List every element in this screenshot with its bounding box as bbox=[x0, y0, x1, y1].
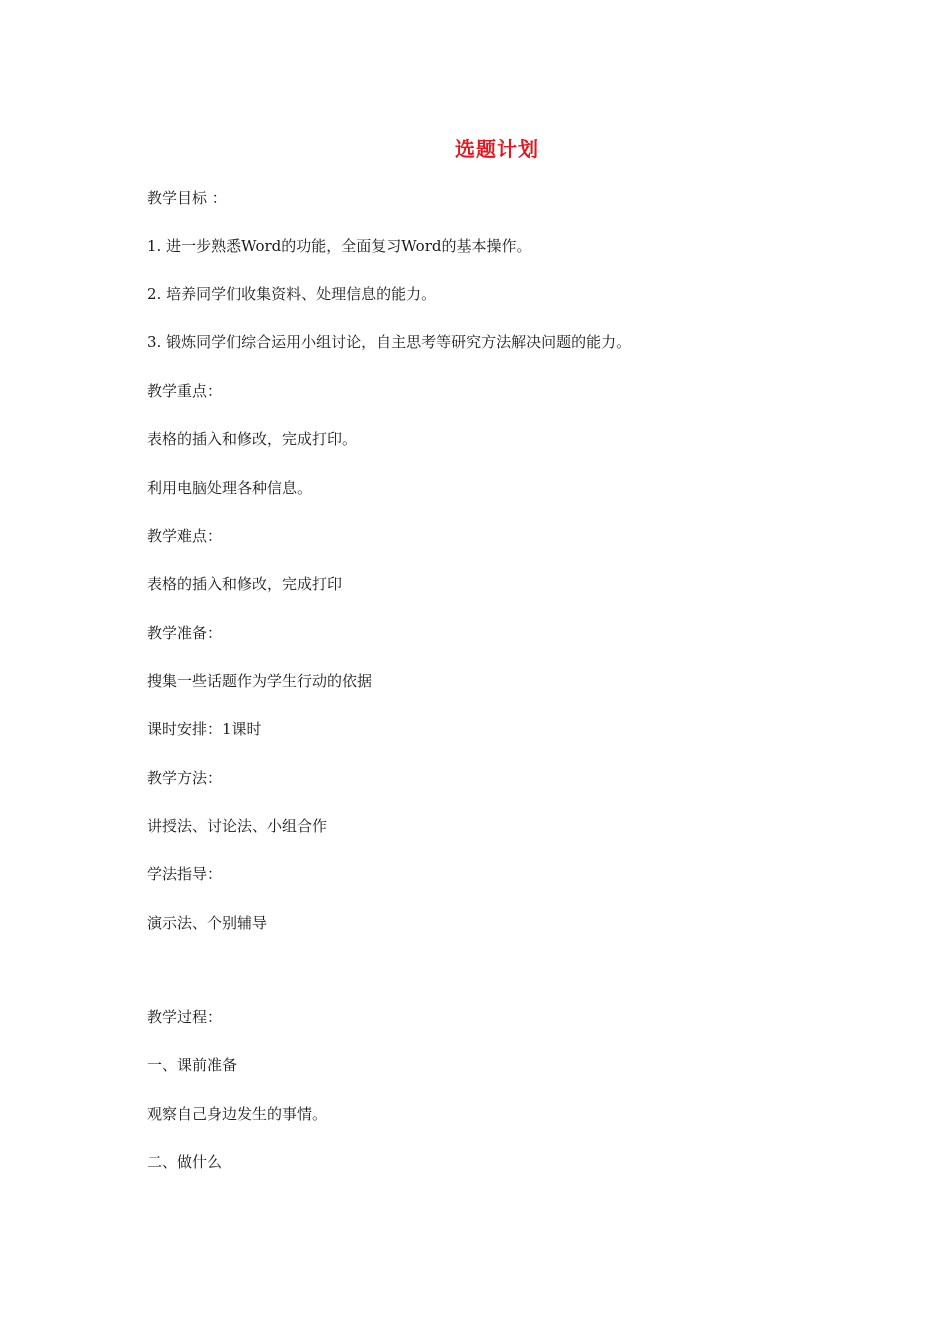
class-schedule: 课时安排：1课时 bbox=[147, 720, 262, 738]
section-heading-study-guidance: 学法指导： bbox=[147, 865, 223, 883]
preparation-item: 搜集一些话题作为学生行动的依据 bbox=[147, 672, 373, 690]
section-heading-objectives: 教学目标 ： bbox=[147, 189, 227, 207]
section-heading-difficulties: 教学难点： bbox=[147, 527, 223, 545]
difficulty-item: 表格的插入和修改，完成打印 bbox=[147, 575, 343, 593]
objective-item-1: 1. 进一步熟悉Word的功能，全面复习Word的基本操作。 bbox=[147, 237, 532, 255]
document-title: 选题计划 bbox=[455, 137, 539, 161]
methods-item: 讲授法、讨论法、小组合作 bbox=[147, 817, 328, 835]
key-point-1: 表格的插入和修改，完成打印。 bbox=[147, 430, 358, 448]
process-step-2-heading: 二、做什么 bbox=[147, 1153, 223, 1171]
key-point-2: 利用电脑处理各种信息。 bbox=[147, 479, 313, 497]
study-guidance-item: 演示法、个别辅导 bbox=[147, 914, 268, 932]
process-step-1-text: 观察自己身边发生的事情。 bbox=[147, 1105, 328, 1123]
section-heading-key-points: 教学重点： bbox=[147, 382, 223, 400]
objective-item-3: 3. 锻炼同学们综合运用小组讨论，自主思考等研究方法解决问题的能力。 bbox=[147, 333, 632, 351]
section-heading-process: 教学过程： bbox=[147, 1008, 223, 1026]
section-heading-methods: 教学方法： bbox=[147, 769, 223, 787]
process-step-1-heading: 一、课前准备 bbox=[147, 1056, 238, 1074]
section-heading-preparation: 教学准备： bbox=[147, 624, 223, 642]
objective-item-2: 2. 培养同学们收集资料、处理信息的能力。 bbox=[147, 285, 437, 303]
